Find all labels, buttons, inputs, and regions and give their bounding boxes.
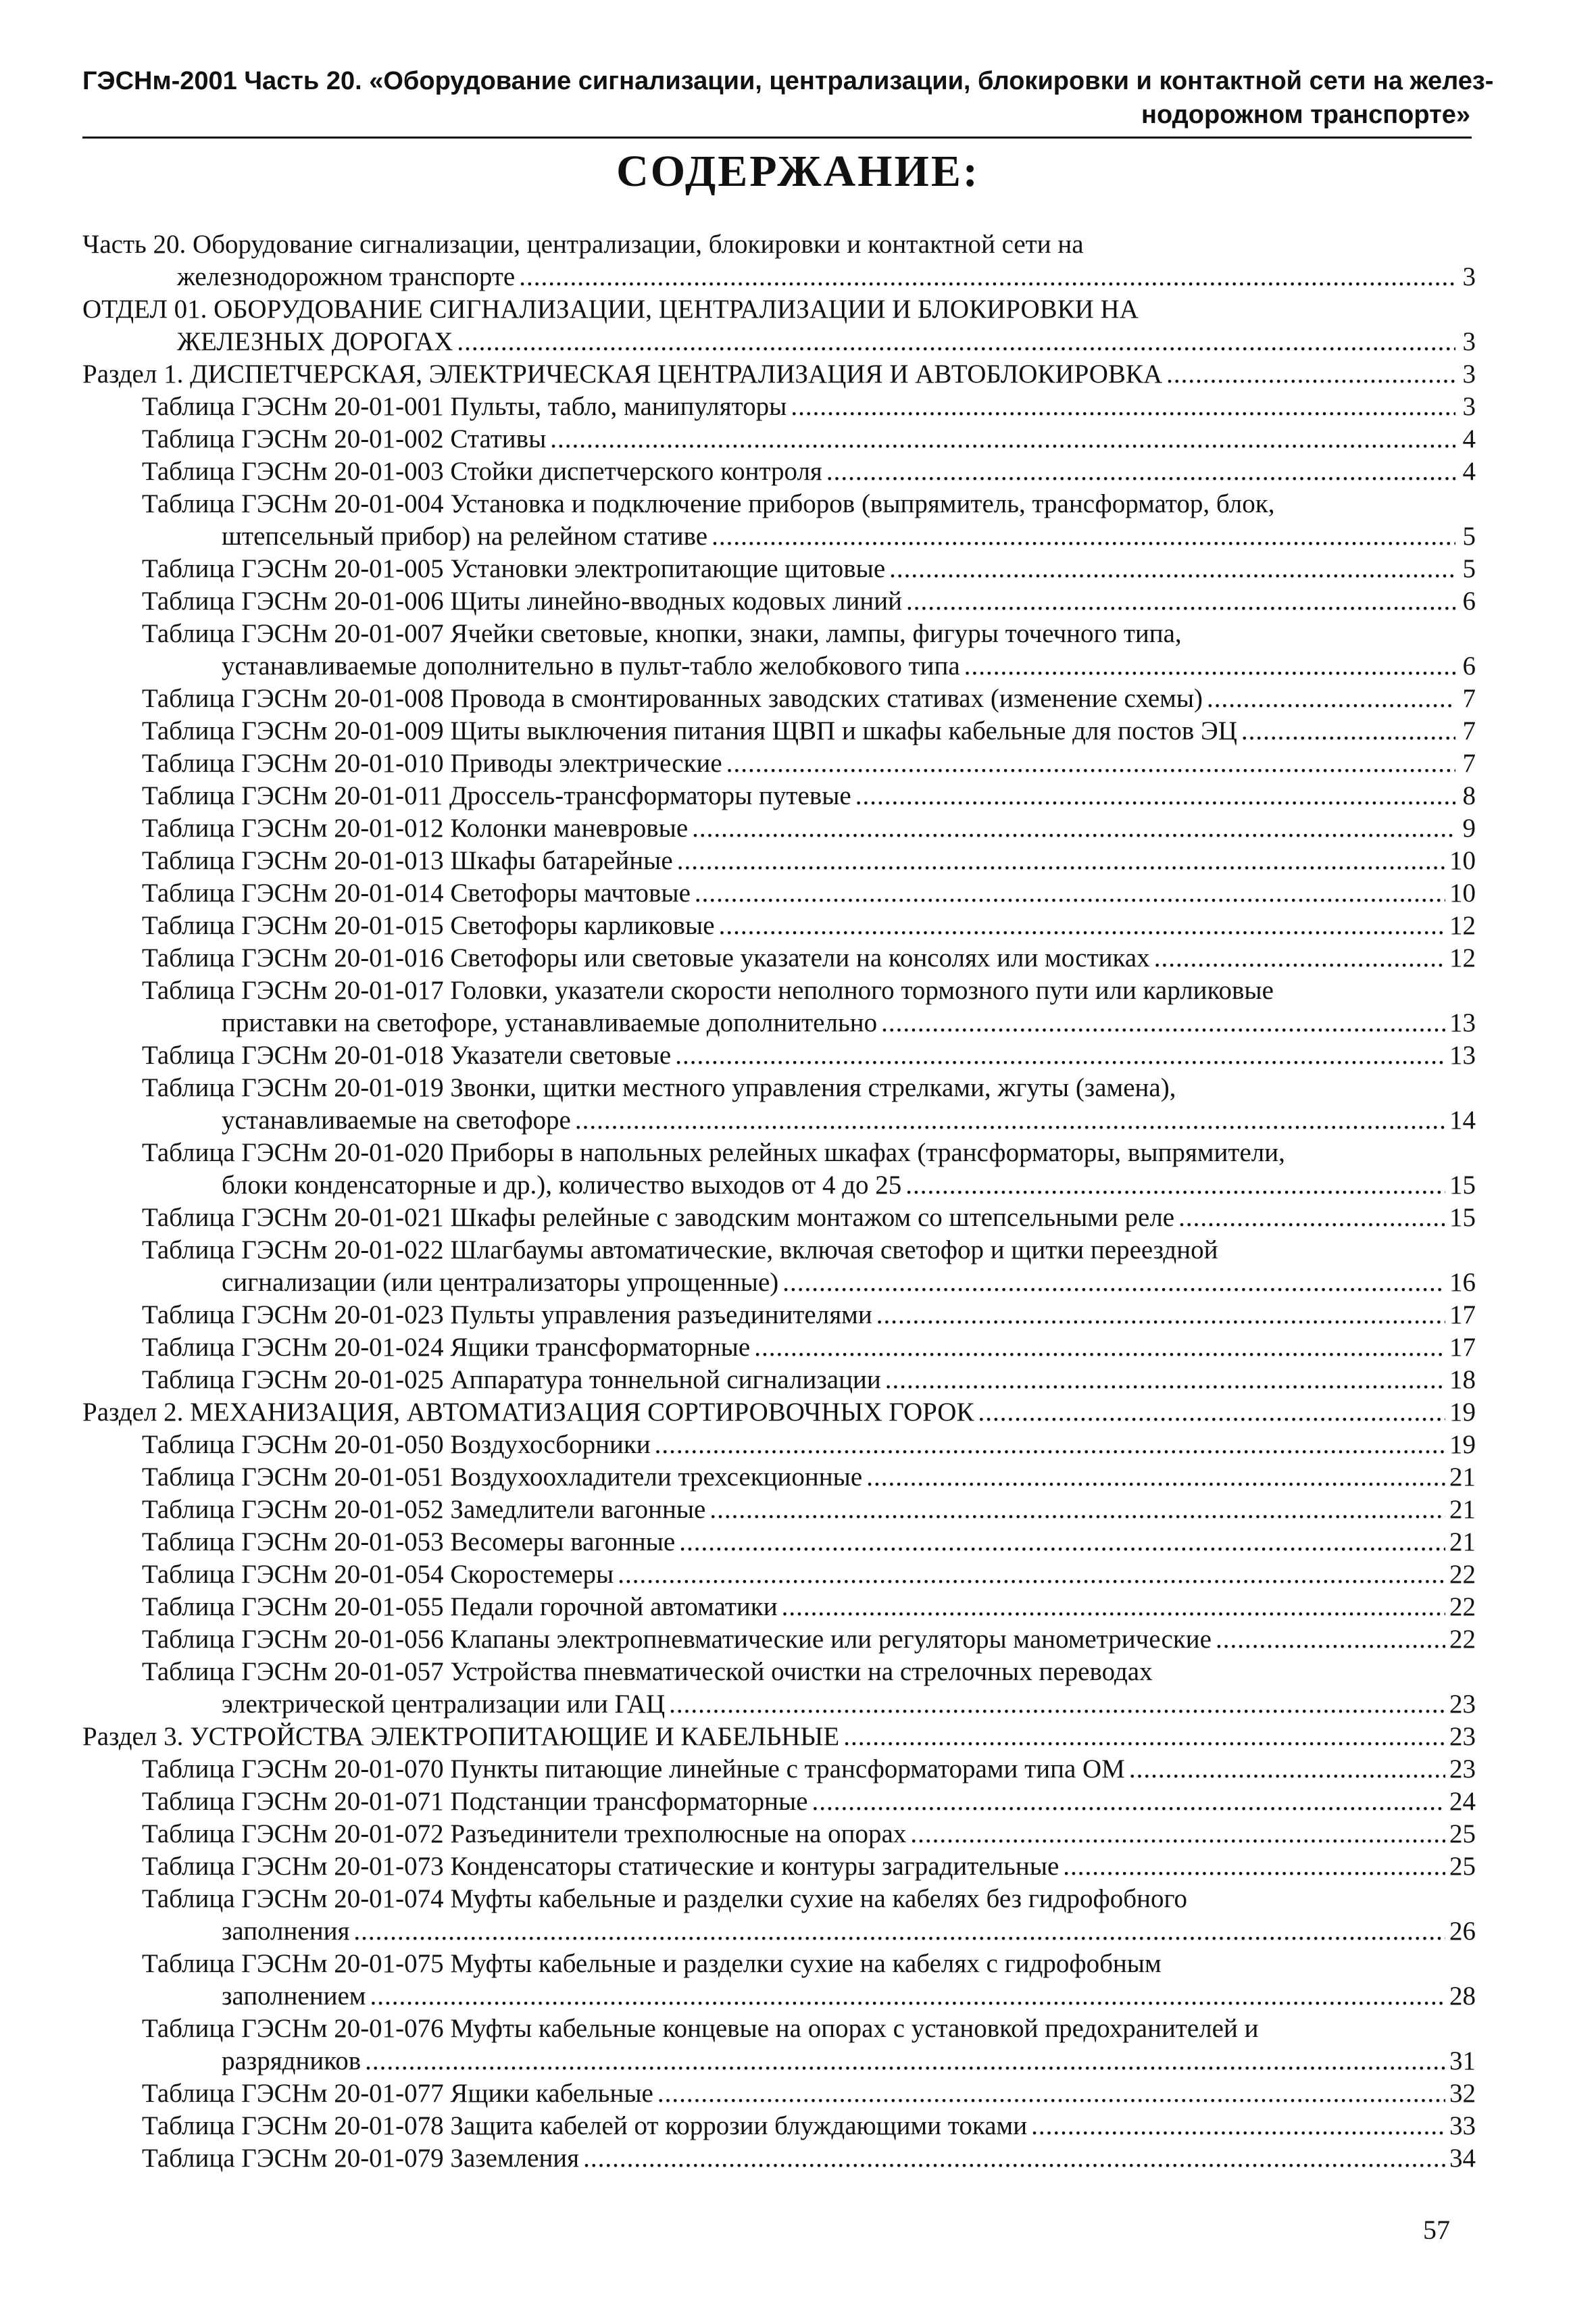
toc-page-number: 32 — [1449, 2079, 1476, 2108]
toc-table-entry[interactable] — [82, 391, 1476, 423]
toc-entry-text: Таблица ГЭСНм 20-01-024 Ящики трансформаторные — [142, 1333, 751, 1362]
dot-leader — [675, 1039, 1445, 1072]
toc-entry-text: Таблица ГЭСНм 20-01-053 Весомеры вагонные — [142, 1527, 676, 1556]
toc-page-number: 6 — [1462, 587, 1476, 616]
dot-leader — [1241, 715, 1455, 747]
toc-entry-text: сигнализации (или централизаторы упрощенные) — [222, 1268, 779, 1297]
toc-table-entry[interactable] — [82, 2013, 1476, 2077]
toc-table-entry[interactable] — [82, 456, 1476, 488]
dot-leader — [782, 1591, 1445, 1623]
toc-entry-text: Раздел 1. ДИСПЕТЧЕРСКАЯ, ЭЛЕКТРИЧЕСКАЯ ЦЕНТРАЛИЗАЦИЯ И АВТОБЛОКИРОВКА — [82, 360, 1163, 389]
dot-leader — [889, 553, 1455, 585]
dot-leader — [978, 1396, 1446, 1429]
toc-page-number: 10 — [1449, 846, 1476, 875]
toc-section-entry[interactable] — [82, 293, 1476, 358]
toc-page-number: 3 — [1462, 360, 1476, 389]
toc-entry-text: Таблица ГЭСНм 20-01-012 Колонки маневровые — [142, 814, 689, 843]
toc-page-number: 23 — [1449, 1754, 1476, 1783]
toc-entry-text: Таблица ГЭСНм 20-01-004 Установка и подключение приборов (выпрямитель, трансформатор, блок, — [142, 489, 1275, 518]
running-header-line-1: ГЭСНм-2001 Часть 20. «Оборудование сигнализации, централизации, блокировки и контактной сети на желез- — [82, 67, 1494, 95]
toc-entry-text: Таблица ГЭСНм 20-01-079 Заземления — [142, 2144, 580, 2173]
toc-page-number: 7 — [1462, 716, 1476, 745]
toc-page-number: 7 — [1462, 749, 1476, 778]
toc-entry-text: разрядников — [222, 2046, 361, 2075]
running-header-line-2: нодорожном транспорте» — [1141, 101, 1470, 129]
toc-page-number: 34 — [1449, 2144, 1476, 2173]
dot-leader — [855, 780, 1455, 812]
dot-leader — [1031, 2110, 1445, 2142]
toc-page-number: 23 — [1449, 1722, 1476, 1751]
toc-table-entry[interactable] — [82, 1753, 1476, 1786]
toc-page-number: 17 — [1449, 1300, 1476, 1329]
toc-page-number: 7 — [1462, 684, 1476, 713]
dot-leader — [1129, 1753, 1445, 1786]
toc-table-entry[interactable] — [82, 1039, 1476, 1072]
dot-leader — [726, 747, 1455, 780]
toc-table-entry[interactable] — [82, 2110, 1476, 2142]
dot-leader — [618, 1558, 1445, 1591]
dot-leader — [575, 1104, 1445, 1137]
toc-entry-text: устанавливаемые дополнительно в пульт-табло желобкового типа — [222, 651, 960, 681]
toc-table-entry[interactable] — [82, 975, 1476, 1039]
dot-leader — [964, 650, 1455, 683]
toc-entry-text: Таблица ГЭСНм 20-01-054 Скоростемеры — [142, 1560, 614, 1589]
toc-entry-text: Таблица ГЭСНм 20-01-002 Стативы — [142, 424, 547, 453]
dot-leader — [712, 520, 1455, 553]
toc-entry-text: заполнения — [222, 1917, 350, 1946]
toc-table-entry[interactable] — [82, 585, 1476, 618]
toc-table-entry[interactable] — [82, 488, 1476, 553]
toc-entry-text: Таблица ГЭСНм 20-01-070 Пункты питающие линейные с трансформаторами типа ОМ — [142, 1754, 1125, 1783]
toc-page-number: 5 — [1462, 522, 1476, 551]
toc-entry-text: Таблица ГЭСНм 20-01-077 Ящики кабельные — [142, 2079, 653, 2108]
toc-table-entry[interactable] — [82, 1656, 1476, 1721]
toc-table-entry[interactable] — [82, 780, 1476, 812]
dot-leader — [881, 1007, 1445, 1039]
toc-entry-text: Таблица ГЭСНм 20-01-072 Разъединители трехполюсные на опорах — [142, 1819, 907, 1848]
toc-section-entry[interactable] — [82, 358, 1476, 391]
toc-entry-text: Таблица ГЭСНм 20-01-005 Установки электропитающие щитовые — [142, 554, 886, 583]
dot-leader — [692, 812, 1455, 845]
dot-leader — [677, 845, 1445, 877]
dot-leader — [905, 1169, 1445, 1202]
header-divider — [82, 137, 1472, 139]
dot-leader — [1178, 1202, 1445, 1234]
dot-leader — [906, 585, 1455, 618]
toc-entry-text: Таблица ГЭСНм 20-01-073 Конденсаторы статические и контуры заградительные — [142, 1852, 1059, 1881]
toc-entry-text: Таблица ГЭСНм 20-01-015 Светофоры карликовые — [142, 911, 715, 940]
toc-page-number: 22 — [1449, 1592, 1476, 1621]
toc-page-number: 5 — [1462, 554, 1476, 583]
toc-page-number: 19 — [1449, 1398, 1476, 1427]
toc-page-number: 10 — [1449, 879, 1476, 908]
toc-page-number: 16 — [1449, 1268, 1476, 1297]
toc-table-entry[interactable] — [82, 1948, 1476, 2013]
toc-table-entry[interactable] — [82, 1526, 1476, 1558]
toc-table-entry[interactable] — [82, 910, 1476, 942]
table-of-contents — [82, 228, 1476, 2175]
toc-table-entry[interactable] — [82, 553, 1476, 585]
toc-page-number: 21 — [1449, 1462, 1476, 1492]
toc-page-number: 21 — [1449, 1527, 1476, 1556]
toc-table-entry[interactable] — [82, 1137, 1476, 1202]
toc-entry-text: Раздел 3. УСТРОЙСТВА ЭЛЕКТРОПИТАЮЩИЕ И КАБЕЛЬНЫЕ — [82, 1722, 840, 1751]
toc-entry-text: Раздел 2. МЕХАНИЗАЦИЯ, АВТОМАТИЗАЦИЯ СОРТИРОВОЧНЫХ ГОРОК — [82, 1398, 974, 1427]
toc-entry-text: Таблица ГЭСНм 20-01-074 Муфты кабельные и разделки сухие на кабелях без гидрофобного — [142, 1884, 1188, 1913]
dot-leader — [1063, 1850, 1445, 1883]
toc-table-entry[interactable] — [82, 1202, 1476, 1234]
toc-table-entry[interactable] — [82, 1461, 1476, 1494]
toc-entry-text: заполнением — [222, 1981, 366, 2011]
toc-table-entry[interactable] — [82, 423, 1476, 456]
toc-entry-text: Таблица ГЭСНм 20-01-071 Подстанции трансформаторные — [142, 1787, 808, 1816]
toc-page-number: 25 — [1449, 1819, 1476, 1848]
dot-leader — [519, 261, 1455, 293]
toc-entry-text: железнодорожном транспорте — [177, 262, 516, 291]
toc-page-number: 15 — [1449, 1171, 1476, 1200]
toc-entry-text: Таблица ГЭСНм 20-01-050 Воздухосборники — [142, 1430, 651, 1459]
toc-section-entry[interactable] — [82, 228, 1476, 293]
toc-table-entry[interactable] — [82, 1072, 1476, 1137]
toc-page-number: 12 — [1449, 943, 1476, 973]
dot-leader — [885, 1364, 1445, 1396]
toc-entry-text: блоки конденсаторные и др.), количество выходов от 4 до 25 — [222, 1171, 902, 1200]
dot-leader — [550, 423, 1455, 456]
toc-entry-text: Таблица ГЭСНм 20-01-013 Шкафы батарейные — [142, 846, 673, 875]
dot-leader — [709, 1494, 1445, 1526]
dot-leader — [695, 877, 1445, 910]
dot-leader — [353, 1915, 1445, 1948]
toc-table-entry[interactable] — [82, 1818, 1476, 1850]
toc-page-number: 28 — [1449, 1981, 1476, 2011]
toc-page-number: 9 — [1462, 814, 1476, 843]
toc-entry-text: Таблица ГЭСНм 20-01-075 Муфты кабельные и разделки сухие на кабелях с гидрофобным — [142, 1949, 1162, 1978]
toc-entry-text: ЖЕЛЕЗНЫХ ДОРОГАХ — [177, 327, 453, 356]
toc-table-entry[interactable] — [82, 1234, 1476, 1299]
toc-entry-text: Таблица ГЭСНм 20-01-076 Муфты кабельные концевые на опорах с установкой предохранителей и — [142, 2014, 1259, 2043]
toc-page-number: 26 — [1449, 1917, 1476, 1946]
toc-table-entry[interactable] — [82, 845, 1476, 877]
toc-page-number: 3 — [1462, 262, 1476, 291]
dot-leader — [866, 1461, 1445, 1494]
dot-leader — [754, 1331, 1445, 1364]
toc-table-entry[interactable] — [82, 812, 1476, 845]
toc-entry-text: Таблица ГЭСНм 20-01-011 Дроссель-трансформаторы путевые — [142, 781, 851, 810]
dot-leader — [370, 1980, 1445, 2013]
toc-entry-text: Часть 20. Оборудование сигнализации, централизации, блокировки и контактной сети на — [82, 230, 1084, 259]
dot-leader — [679, 1526, 1445, 1558]
toc-entry-text: Таблица ГЭСНм 20-01-022 Шлагбаумы автоматические, включая светофор и щитки переездной — [142, 1235, 1218, 1264]
toc-table-entry[interactable] — [82, 1429, 1476, 1461]
toc-page-number: 23 — [1449, 1690, 1476, 1719]
toc-entry-text: штепсельный прибор) на релейном стативе — [222, 522, 708, 551]
toc-entry-text: Таблица ГЭСНм 20-01-057 Устройства пневматической очистки на стрелочных переводах — [142, 1657, 1153, 1686]
toc-entry-text: Таблица ГЭСНм 20-01-014 Светофоры мачтовые — [142, 879, 691, 908]
toc-table-entry[interactable] — [82, 1883, 1476, 1948]
toc-page-number: 19 — [1449, 1430, 1476, 1459]
toc-entry-text: Таблица ГЭСНм 20-01-018 Указатели световые — [142, 1041, 672, 1070]
toc-entry-text: электрической централизации или ГАЦ — [222, 1690, 666, 1719]
page-number: 57 — [1423, 2215, 1450, 2245]
toc-entry-text: Таблица ГЭСНм 20-01-009 Щиты выключения питания ЩВП и шкафы кабельные для постов ЭЦ — [142, 716, 1237, 745]
toc-entry-text: ОТДЕЛ 01. ОБОРУДОВАНИЕ СИГНАЛИЗАЦИИ, ЦЕНТРАЛИЗАЦИИ И БЛОКИРОВКИ НА — [82, 295, 1139, 324]
toc-page-number: 17 — [1449, 1333, 1476, 1362]
toc-page-number: 4 — [1462, 424, 1476, 453]
toc-page-number: 24 — [1449, 1787, 1476, 1816]
toc-entry-text: Таблица ГЭСНм 20-01-019 Звонки, щитки местного управления стрелками, жгуты (замена), — [142, 1073, 1176, 1102]
toc-entry-text: Таблица ГЭСНм 20-01-025 Аппаратура тоннельной сигнализации — [142, 1365, 881, 1394]
toc-table-entry[interactable] — [82, 1299, 1476, 1331]
dot-leader — [876, 1299, 1445, 1331]
toc-page-number: 22 — [1449, 1560, 1476, 1589]
toc-page-number: 14 — [1449, 1106, 1476, 1135]
dot-leader — [365, 2045, 1445, 2077]
dot-leader — [457, 326, 1455, 358]
dot-leader — [1216, 1623, 1445, 1656]
toc-page-number: 21 — [1449, 1495, 1476, 1524]
toc-table-entry[interactable] — [82, 747, 1476, 780]
dot-leader — [669, 1688, 1445, 1721]
dot-leader — [812, 1786, 1445, 1818]
toc-page-number: 22 — [1449, 1625, 1476, 1654]
toc-entry-text: Таблица ГЭСНм 20-01-023 Пульты управления разъединителями — [142, 1300, 872, 1329]
toc-table-entry[interactable] — [82, 2142, 1476, 2175]
dot-leader — [655, 1429, 1445, 1461]
toc-table-entry[interactable] — [82, 1364, 1476, 1396]
dot-leader — [791, 391, 1455, 423]
dot-leader — [719, 910, 1445, 942]
toc-page-number: 13 — [1449, 1008, 1476, 1037]
toc-page-number: 18 — [1449, 1365, 1476, 1394]
toc-entry-text: Таблица ГЭСНм 20-01-017 Головки, указатели скорости неполного тормозного пути или карликовые — [142, 976, 1274, 1005]
toc-table-entry[interactable] — [82, 1623, 1476, 1656]
toc-entry-text: Таблица ГЭСНм 20-01-001 Пульты, табло, манипуляторы — [142, 392, 787, 421]
toc-entry-text: Таблица ГЭСНм 20-01-007 Ячейки световые, кнопки, знаки, лампы, фигуры точечного типа, — [142, 619, 1182, 648]
toc-table-entry[interactable] — [82, 1591, 1476, 1623]
toc-page-number: 13 — [1449, 1041, 1476, 1070]
toc-table-entry[interactable] — [82, 877, 1476, 910]
dot-leader — [782, 1266, 1445, 1299]
toc-page-number: 15 — [1449, 1203, 1476, 1232]
dot-leader — [583, 2142, 1445, 2175]
dot-leader — [657, 2077, 1445, 2110]
toc-entry-text: Таблица ГЭСНм 20-01-003 Стойки диспетчерского контроля — [142, 457, 822, 486]
toc-page-number: 3 — [1462, 392, 1476, 421]
toc-section-entry[interactable] — [82, 1721, 1476, 1753]
dot-leader — [1166, 358, 1455, 391]
toc-section-entry[interactable] — [82, 1396, 1476, 1429]
toc-table-entry[interactable] — [82, 618, 1476, 683]
dot-leader — [910, 1818, 1445, 1850]
running-header — [82, 64, 1494, 132]
toc-page-number: 3 — [1462, 327, 1476, 356]
dot-leader — [1207, 683, 1455, 715]
toc-table-entry[interactable] — [82, 1558, 1476, 1591]
toc-entry-text: Таблица ГЭСНм 20-01-010 Приводы электрические — [142, 749, 722, 778]
toc-entry-text: Таблица ГЭСНм 20-01-052 Замедлители вагонные — [142, 1495, 706, 1524]
toc-page-number: 31 — [1449, 2046, 1476, 2075]
toc-entry-text: приставки на светофоре, устанавливаемые дополнительно — [222, 1008, 878, 1037]
dot-leader — [826, 456, 1455, 488]
toc-table-entry[interactable] — [82, 2077, 1476, 2110]
toc-page-number: 25 — [1449, 1852, 1476, 1881]
toc-entry-text: Таблица ГЭСНм 20-01-051 Воздухоохладители трехсекционные — [142, 1462, 863, 1492]
toc-entry-text: Таблица ГЭСНм 20-01-056 Клапаны электропневматические или регуляторы манометрические — [142, 1625, 1212, 1654]
toc-entry-text: устанавливаемые на светофоре — [222, 1106, 571, 1135]
toc-page-number: 33 — [1449, 2111, 1476, 2140]
toc-entry-text: Таблица ГЭСНм 20-01-016 Светофоры или световые указатели на консолях или мостиках — [142, 943, 1150, 973]
toc-entry-text: Таблица ГЭСНм 20-01-078 Защита кабелей от коррозии блуждающими токами — [142, 2111, 1028, 2140]
dot-leader — [843, 1721, 1445, 1753]
toc-table-entry[interactable] — [82, 683, 1476, 715]
toc-entry-text: Таблица ГЭСНм 20-01-006 Щиты линейно-вводных кодовых линий — [142, 587, 902, 616]
dot-leader — [1154, 942, 1445, 975]
page-title: СОДЕРЖАНИЕ: — [616, 147, 980, 196]
toc-table-entry[interactable] — [82, 1331, 1476, 1364]
toc-page-number: 4 — [1462, 457, 1476, 486]
toc-table-entry[interactable] — [82, 1786, 1476, 1818]
toc-page-number: 12 — [1449, 911, 1476, 940]
toc-entry-text: Таблица ГЭСНм 20-01-008 Провода в смонтированных заводских стативах (изменение схемы) — [142, 684, 1203, 713]
toc-table-entry[interactable] — [82, 1494, 1476, 1526]
toc-page-number: 8 — [1462, 781, 1476, 810]
toc-entry-text: Таблица ГЭСНм 20-01-021 Шкафы релейные с заводским монтажом со штепсельными реле — [142, 1203, 1175, 1232]
toc-table-entry[interactable] — [82, 942, 1476, 975]
toc-table-entry[interactable] — [82, 1850, 1476, 1883]
toc-table-entry[interactable] — [82, 715, 1476, 747]
toc-page-number: 6 — [1462, 651, 1476, 681]
toc-entry-text: Таблица ГЭСНм 20-01-020 Приборы в напольных релейных шкафах (трансформаторы, выпрямители, — [142, 1138, 1285, 1167]
toc-entry-text: Таблица ГЭСНм 20-01-055 Педали горочной автоматики — [142, 1592, 778, 1621]
